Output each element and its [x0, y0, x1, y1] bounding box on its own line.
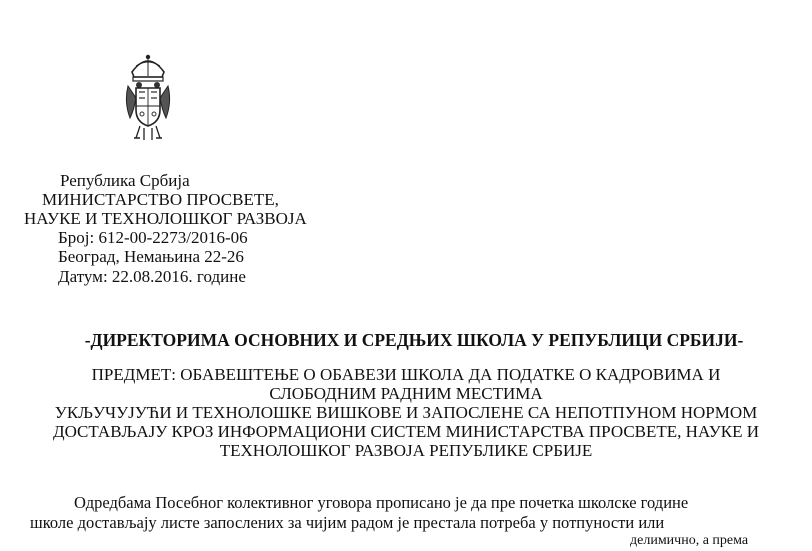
body-line: школе достављају листе запослених за чијим радом је престала потреба у потпуности или [30, 513, 665, 532]
header-date: Датум: 22.08.2016. године [58, 267, 246, 286]
header-address: Београд, Немањина 22-26 [58, 247, 244, 266]
body-line: Одредбама Посебног колективног уговора прописано је да пре почетка школске године [74, 493, 689, 512]
subject-line: ДОСТАВЉАЈУ КРОЗ ИНФОРМАЦИОНИ СИСТЕМ МИНИСТАРСТВА ПРОСВЕТЕ, НАУКЕ И [52, 422, 760, 441]
header-reference-number: Број: 612-00-2273/2016-06 [58, 228, 248, 247]
subject-line: ТЕХНОЛОШКОГ РАЗВОЈА РЕПУБЛИКЕ СРБИЈЕ [219, 441, 593, 460]
header-country: Република Србија [60, 171, 190, 190]
body-line: делимично, а према [630, 533, 749, 548]
serbian-coat-of-arms-icon [122, 52, 174, 142]
header-ministry-cont: НАУКЕ И ТЕХНОЛОШКОГ РАЗВОЈА [24, 209, 307, 228]
subject-block [0, 365, 812, 460]
subject-line: УКЉУЧУЈУЋИ И ТЕХНОЛОШКЕ ВИШКОВЕ И ЗАПОСЛЕНЕ СА НЕПОТПУНОМ НОРМОМ [54, 403, 758, 422]
addressee-heading: -ДИРЕКТОРИМА ОСНОВНИХ И СРЕДЊИХ ШКОЛА У РЕПУБЛИЦИ СРБИЈИ- [84, 330, 744, 350]
subject-line: СЛОБОДНИМ РАДНИМ МЕСТИМА [269, 384, 543, 403]
body-paragraph [30, 493, 770, 548]
subject-line: ПРЕДМЕТ: ОБАВЕШТЕЊЕ О ОБАВЕЗИ ШКОЛА ДА ПОДАТКЕ О КАДРОВИМА И [91, 365, 721, 384]
header-ministry: МИНИСТАРСТВО ПРОСВЕТЕ, [42, 190, 279, 209]
